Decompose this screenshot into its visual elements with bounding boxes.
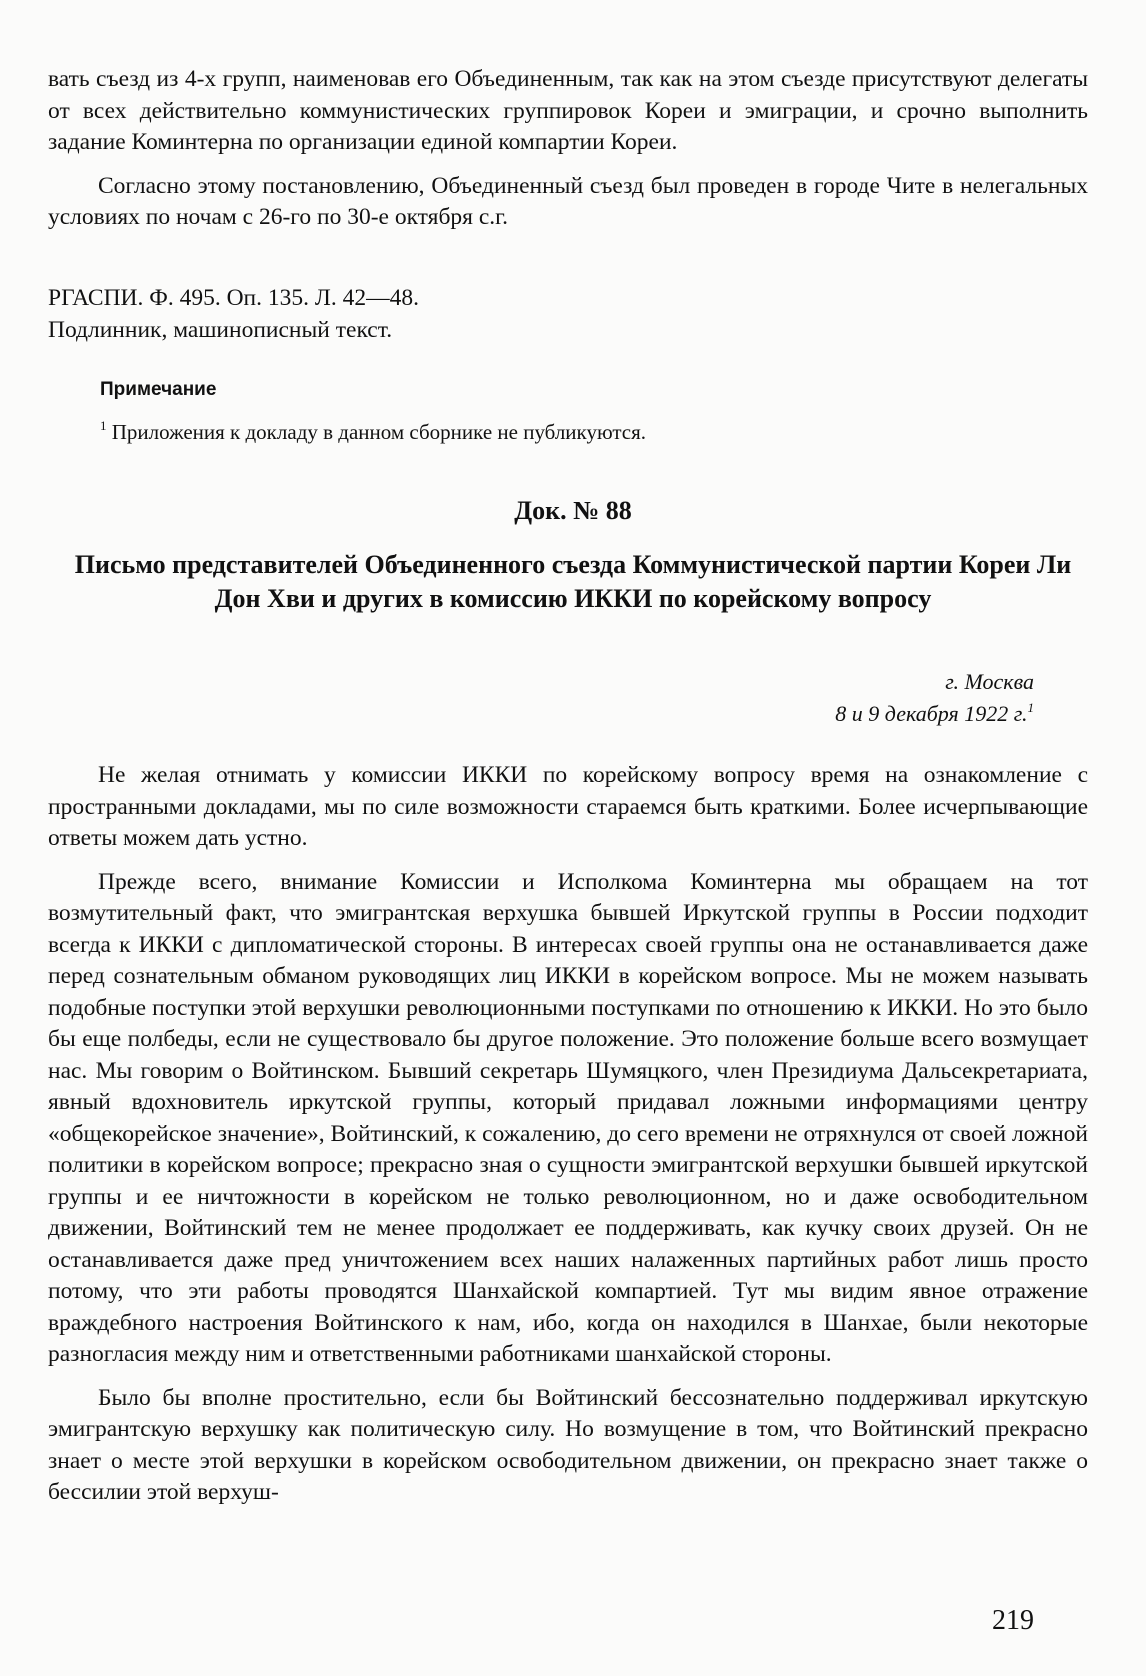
paragraph-continuation: вать съезд из 4-х групп, наименовав его Объединенным, так как на этом съезде присутствуют делегаты от всех действительно коммунистических группировок Кореи и эмиграции, и срочно выполнить задание Коминтерна по организации единой компартии Кореи. [48, 66, 1088, 155]
letter-paragraph-1: Не желая отнимать у комиссии ИККИ по корейскому вопросу время на ознакомление с пространными докладами, мы по силе возможности стараемся быть краткими. Более исчерпывающие ответы можем дать устно. [48, 762, 1088, 851]
document-title: Письмо представителей Объединенного съезда Коммунистической партии Кореи Ли Дон Хви и других в комиссию ИККИ по корейскому вопросу [74, 550, 1072, 613]
letter-paragraph-2: Прежде всего, внимание Комиссии и Исполкома Коминтерна мы обращаем на тот возмутительный факт, что эмигрантская верхушка бывшей Иркутской группы в России подходит всегда к ИККИ с дипломатической стороны. В интересах своей группы она не останавливается даже перед сознательным обманом руководящих лиц ИККИ в корейском вопросе. Мы не можем называть подобные поступки этой верхушки революционными поступками по отношению к ИККИ. Но это было бы еще полбеды, если не существовало бы другое положение. Это положение больше всего возмущает нас. Мы говорим о Войтинском. Бывший секретарь Шумяцкого, член Президиума Дальсекретариата, явный вдохновитель иркутской группы, который придавал ложными информациями центру «общекорейское значение», Войтинский, к сожалению, до сего времени не отряхнулся от своей ложной политики в корейском вопросе; прекрасно зная о сущности эмигрантской верхушки бывшей иркутской группы и ее ничтожности в корейском не только революционном, но и даже освободительном движении, Войтинский тем не менее продолжает ее поддерживать, как кучку своих друзей. Он не останавливается даже пред уничтожением всех наших налаженных партийных работ лишь просто потому, что эти работы проводятся Шанхайской компартией. Тут мы видим явное отражение враждебного настроения Войтинского к нам, ибо, когда он находился в Шанхае, были некоторые разногласия между ним и ответственными работниками шанхайской стороны. [48, 868, 1088, 1367]
archive-format-line: Подлинник, машинописный текст. [48, 316, 393, 343]
footnote-marker: 1 [100, 418, 107, 433]
footnote [100, 418, 646, 446]
archive-reference [48, 283, 419, 346]
letter-body [48, 760, 1088, 1521]
document-place: г. Москва [945, 669, 1034, 694]
document-date-text: 8 и 9 декабря 1922 г. [835, 701, 1028, 726]
top-text-block [48, 64, 1088, 246]
note-heading: Примечание [100, 379, 217, 400]
document-date [835, 700, 1034, 728]
footnote-text: Приложения к докладу в данном сборнике не публикуются. [111, 420, 647, 444]
date-footnote-marker: 1 [1027, 700, 1034, 715]
document-number: Док. № 88 [514, 496, 632, 525]
letter-paragraph-3: Было бы вполне простительно, если бы Войтинский бессознательно поддерживал иркутскую эмигрантскую верхушку как политическую силу. Но возмущение в том, что Войтинский прекрасно знает о месте этой верхушки в корейском освободительном движении, он прекрасно знает также о бессилии этой верхуш- [48, 1384, 1088, 1505]
archive-reference-line: РГАСПИ. Ф. 495. Оп. 135. Л. 42—48. [48, 285, 419, 311]
paragraph-congress-held: Согласно этому постановлению, Объединенный съезд был проведен в городе Чите в нелегальных условиях по ночам с 26-го по 30-е октября с.г. [48, 172, 1088, 230]
page-number: 219 [992, 1605, 1034, 1636]
